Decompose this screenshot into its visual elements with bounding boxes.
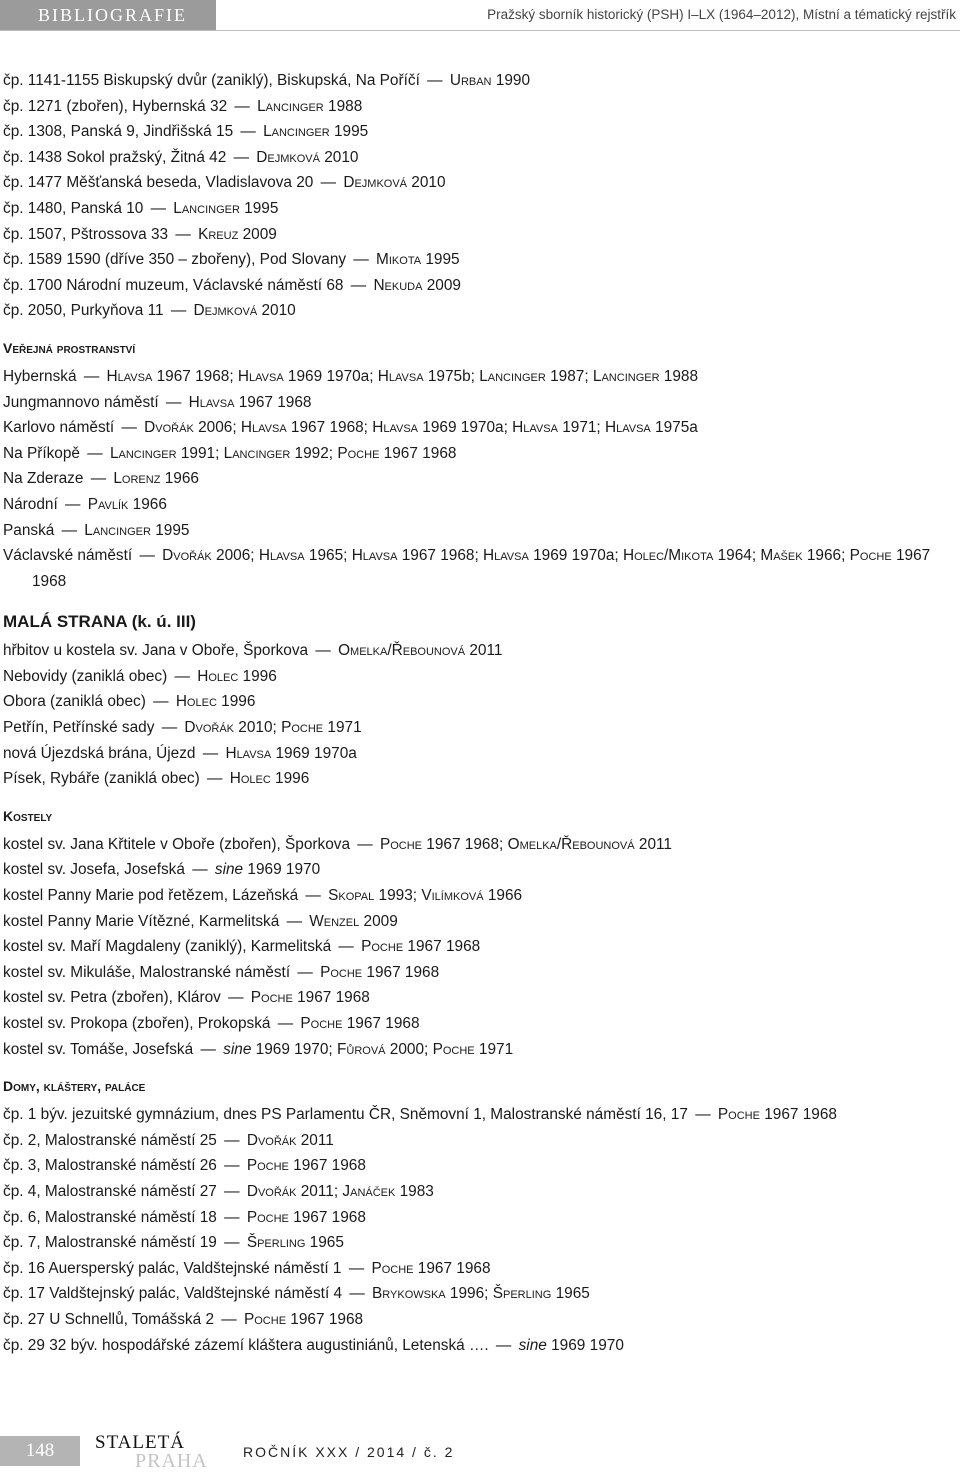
index-entry xyxy=(3,857,958,883)
entry-dash: — xyxy=(282,912,307,930)
entry-dash: — xyxy=(301,887,326,905)
entry-place: kostel sv. Josefa, Josefská xyxy=(3,861,185,879)
entry-dash: — xyxy=(219,1208,244,1226)
index-entry xyxy=(3,68,958,94)
entry-dash: — xyxy=(60,495,85,513)
ref-author: Poche xyxy=(849,547,892,565)
ref-author: Dvořák xyxy=(162,547,212,565)
index-content xyxy=(3,68,958,1358)
ref-year: 2011 xyxy=(296,1131,334,1149)
entry-place: čp. 1480, Panská 10 xyxy=(3,199,144,217)
index-entry xyxy=(3,1179,958,1205)
entry-dash: — xyxy=(345,1285,370,1303)
ref-year: 1966 xyxy=(128,495,167,513)
section-tag: BIBLIOGRAFIE xyxy=(0,0,216,30)
index-entry xyxy=(3,1333,958,1359)
ref-year: 1992; xyxy=(290,444,338,462)
ref-author: Dvořák xyxy=(246,1131,297,1149)
ref-year: 2011 xyxy=(465,642,503,660)
ref-year: 1971; xyxy=(557,419,605,437)
ref-author: Holec xyxy=(197,667,239,685)
entry-place: kostel sv. Maří Magdaleny (zaniklý), Karmelitská xyxy=(3,938,332,956)
entry-dash: — xyxy=(334,938,359,956)
index-entry xyxy=(3,1307,958,1333)
entry-dash: — xyxy=(187,861,212,879)
entry-dash: — xyxy=(690,1106,715,1124)
entry-dash: — xyxy=(219,1157,244,1175)
ref-year: 1967 1968 xyxy=(403,938,481,956)
ref-year: 2010; xyxy=(234,719,282,737)
entry-dash: — xyxy=(170,667,195,685)
entry-place: kostel sv. Prokopa (zbořen), Prokopská xyxy=(3,1015,271,1032)
ref-year: 1969 1970a; xyxy=(528,547,623,565)
entry-place: Obora (zaniklá obec) xyxy=(3,693,146,711)
ref-year: 1996 xyxy=(238,667,277,685)
ref-author: Poche xyxy=(717,1106,760,1124)
ref-author: Wenzel xyxy=(309,912,360,930)
entry-dash: — xyxy=(202,770,227,788)
ref-year: 1996; xyxy=(445,1285,493,1303)
ref-author: Poche xyxy=(379,835,423,853)
ref-author: Hlavsa xyxy=(188,393,235,411)
index-entry xyxy=(3,543,958,594)
entry-place: Na Příkopě xyxy=(3,444,80,462)
entry-place: Jungmannovo náměstí xyxy=(3,393,159,411)
entry-dash: — xyxy=(229,148,254,166)
ref-year: 2009 xyxy=(359,912,398,930)
index-entry xyxy=(3,1230,958,1256)
ref-author: Hlavsa xyxy=(512,419,558,437)
entry-place: Nebovidy (zaniklá obec) xyxy=(3,667,168,685)
ref-year: 1966; xyxy=(802,547,850,565)
ref-author: Poche xyxy=(320,963,363,981)
ref-author: Urban xyxy=(449,72,492,89)
entry-dash: — xyxy=(311,642,336,660)
ref-author: Lancinger xyxy=(592,367,660,385)
index-entry xyxy=(3,247,958,273)
ref-year: 1967 1968 xyxy=(413,1259,491,1277)
ref-author: Janáček xyxy=(342,1182,396,1200)
entry-dash: — xyxy=(83,444,107,462)
entry-place: čp. 7, Malostranské náměstí 19 xyxy=(3,1234,217,1252)
ref-author: Mašek xyxy=(760,547,803,565)
ref-year: 1995 xyxy=(150,521,190,539)
index-entry xyxy=(3,119,958,145)
ref-sine: sine xyxy=(214,861,244,879)
ref-year: 2010 xyxy=(257,302,296,320)
ref-year: 1996 xyxy=(270,770,310,788)
ref-year: 1964; xyxy=(713,547,761,565)
ref-year: 1996 xyxy=(216,693,256,711)
entry-dash: — xyxy=(422,72,447,89)
ref-author: Lancinger xyxy=(263,123,330,141)
index-entry xyxy=(3,1011,958,1037)
entry-place: nová Újezdská brána, Újezd xyxy=(3,744,196,762)
entry-dash: — xyxy=(146,199,171,217)
entry-dash: — xyxy=(196,1040,221,1058)
ref-author: Šperling xyxy=(492,1285,552,1303)
journal-logo xyxy=(95,1432,235,1472)
ref-year: 1995 xyxy=(329,123,369,141)
entry-place: Petřín, Petřínské sady xyxy=(3,719,155,737)
entry-place: čp. 6, Malostranské náměstí 18 xyxy=(3,1208,217,1226)
ref-year: 1967 1968 xyxy=(379,444,457,462)
ref-year: 1967 1968 xyxy=(288,1208,366,1226)
ref-year: 1967 1968 xyxy=(759,1106,837,1124)
entry-place: Národní xyxy=(3,495,58,513)
ref-year: 1969 1970a; xyxy=(283,367,378,385)
index-entry xyxy=(3,741,958,767)
entry-place: čp. 2, Malostranské náměstí 25 xyxy=(3,1131,217,1149)
entry-dash: — xyxy=(344,1259,369,1277)
index-entry xyxy=(3,298,958,324)
entry-place: čp. 16 Auersperský palác, Valdštejnské náměstí 1 xyxy=(3,1259,342,1277)
entry-dash: — xyxy=(157,719,182,737)
ref-author: Skopal xyxy=(328,887,375,905)
ref-year: 1967 1968 xyxy=(234,393,312,411)
index-entry xyxy=(3,664,958,690)
entry-dash: — xyxy=(135,547,160,565)
index-entry xyxy=(3,222,958,248)
entry-dash: — xyxy=(148,693,173,711)
entry-place: Karlovo náměstí xyxy=(3,419,115,437)
ref-author: Omelka/Řebounová xyxy=(338,642,466,660)
ref-year: 1993; xyxy=(374,887,422,905)
ref-author: Hlavsa xyxy=(237,367,284,385)
ref-author: Hlavsa xyxy=(351,547,398,565)
entry-dash: — xyxy=(349,251,374,269)
ref-year: 1983 xyxy=(395,1182,434,1200)
ref-year: 1967 1968 xyxy=(342,1015,420,1032)
entry-place: čp. 27 U Schnellů, Tomášská 2 xyxy=(3,1310,215,1328)
entry-place: čp. 1589 1590 (dříve 350 – zbořeny), Pod Slovany xyxy=(3,251,347,269)
issue-label: ROČNÍK XXX / 2014 / č. 2 xyxy=(243,1444,455,1460)
ref-author: Omelka/Řebounová xyxy=(507,835,635,853)
ref-year: 1988 xyxy=(659,367,699,385)
ref-author: Lancinger xyxy=(223,444,291,462)
ref-author: Dvořák xyxy=(184,719,235,737)
entry-place: čp. 3, Malostranské náměstí 26 xyxy=(3,1157,217,1175)
entry-place: čp. 1700 Národní muzeum, Václavské náměstí 68 xyxy=(3,276,344,294)
index-entry xyxy=(3,170,958,196)
index-entry xyxy=(3,492,958,518)
index-entry xyxy=(3,1205,958,1231)
index-entry xyxy=(3,145,958,171)
entry-dash: — xyxy=(198,744,223,762)
entry-dash: — xyxy=(491,1336,516,1354)
entry-place: čp. 2050, Purkyňova 11 xyxy=(3,302,164,320)
ref-year: 1965; xyxy=(304,547,352,565)
entry-place: kostel Panny Marie pod řetězem, Lázeňská xyxy=(3,887,299,905)
ref-author: Hlavsa xyxy=(225,744,272,762)
entry-dash: — xyxy=(219,1131,244,1149)
entry-dash: — xyxy=(353,835,377,853)
ref-year: 1969 1970a xyxy=(271,744,357,762)
entry-dash: — xyxy=(57,521,82,539)
ref-year: 1967 1968 xyxy=(292,989,370,1007)
ref-year: 1967 1968 xyxy=(288,1157,366,1175)
entry-place: čp. 1507, Pštrossova 33 xyxy=(3,225,169,243)
index-entry xyxy=(3,273,958,299)
ref-author: Holec/Mikota xyxy=(622,547,714,565)
index-entry xyxy=(3,1256,958,1282)
ref-author: Poche xyxy=(300,1015,343,1032)
ref-year: 1971 xyxy=(323,719,362,737)
ref-author: Nekuda xyxy=(373,276,423,294)
ref-year: 1967 1968 xyxy=(286,1310,364,1328)
ref-year: 2009 xyxy=(422,276,461,294)
index-entry xyxy=(3,518,958,544)
ref-author: Holec xyxy=(175,693,217,711)
running-title: Pražský sborník historický (PSH) I–LX (1964–2012), Místní a tématický rejstřík xyxy=(487,7,956,22)
ref-year: 2000; xyxy=(385,1040,433,1058)
index-entry xyxy=(3,715,958,741)
section-heading: Veřejná prostranství xyxy=(3,339,136,356)
entry-place: čp. 1477 Měšťanská beseda, Vladislavova 20 xyxy=(3,174,314,192)
ref-year: 1987; xyxy=(545,367,593,385)
ref-author: Mikota xyxy=(376,251,422,269)
ref-year: 1969 1970; xyxy=(251,1040,337,1058)
index-entry xyxy=(3,985,958,1011)
ref-sine: sine xyxy=(223,1040,252,1058)
ref-author: Poche xyxy=(371,1259,414,1277)
ref-author: Poche xyxy=(246,1157,289,1175)
section-heading: Kostely xyxy=(3,807,53,824)
ref-author: Kreuz xyxy=(198,225,239,243)
ref-year: 1965 xyxy=(551,1285,590,1303)
entry-place: Hybernská xyxy=(3,367,77,385)
ref-year: 2009 xyxy=(238,225,277,243)
entry-dash: — xyxy=(316,174,341,192)
ref-year: 1967 1968; xyxy=(397,547,484,565)
entry-place: Václavské náměstí xyxy=(3,547,133,565)
entry-dash: — xyxy=(117,419,142,437)
index-entry xyxy=(3,1281,958,1307)
ref-author: Brykowska xyxy=(372,1285,446,1303)
ref-year: 1995 xyxy=(239,199,279,217)
ref-year: 1967 1968; xyxy=(152,367,238,385)
ref-author: Hlavsa xyxy=(258,547,305,565)
ref-year: 1969 1970 xyxy=(243,861,321,879)
ref-year: 1975a xyxy=(650,419,698,437)
index-entry xyxy=(3,466,958,492)
ref-author: Lorenz xyxy=(113,470,161,488)
ref-author: Lancinger xyxy=(109,444,177,462)
index-entry xyxy=(3,909,958,935)
ref-year: 2010 xyxy=(407,174,446,192)
entry-dash: — xyxy=(86,470,111,488)
ref-year: 2011 xyxy=(634,835,672,853)
ref-author: Fůrová xyxy=(336,1040,386,1058)
logo-line1: STALETÁ xyxy=(95,1432,185,1453)
index-entry xyxy=(3,1037,958,1063)
entry-place: čp. 29 32 býv. hospodářské zázemí kláštera augustiniánů, Letenská …. xyxy=(3,1336,489,1354)
ref-author: Dejmková xyxy=(256,148,320,166)
ref-author: Šperling xyxy=(246,1234,306,1252)
ref-year: 1990 xyxy=(491,72,531,89)
entry-dash: — xyxy=(171,225,196,243)
ref-year: 1975b; xyxy=(423,367,480,385)
ref-year: 1966 xyxy=(160,470,199,488)
entry-place: Písek, Rybáře (zaniklá obec) xyxy=(3,770,200,788)
logo-line2: PRAHA xyxy=(135,1450,208,1472)
entry-place: kostel sv. Mikuláše, Malostranské náměstí xyxy=(3,963,291,981)
ref-author: Lancinger xyxy=(173,199,240,217)
entry-dash: — xyxy=(236,123,261,141)
index-entry xyxy=(3,441,958,467)
entry-place: hřbitov u kostela sv. Jana v Oboře, Šporkova xyxy=(3,642,309,660)
index-entry xyxy=(3,766,958,792)
ref-year: 1991; xyxy=(176,444,224,462)
ref-year: 1988 xyxy=(323,97,363,115)
ref-year: 1967 1968; xyxy=(422,835,508,853)
ref-author: Poche xyxy=(250,989,293,1007)
entry-dash: — xyxy=(230,97,255,115)
ref-year: 1969 1970 xyxy=(546,1336,624,1354)
ref-author: Dvořák xyxy=(246,1182,297,1200)
entry-dash: — xyxy=(223,989,248,1007)
ref-author: Poche xyxy=(243,1310,287,1328)
ref-author: Lancinger xyxy=(479,367,546,385)
page-number: 148 xyxy=(0,1436,80,1466)
ref-author: Poche xyxy=(337,444,380,462)
index-entry xyxy=(3,1102,958,1128)
entry-dash: — xyxy=(217,1310,241,1328)
ref-author: Dejmková xyxy=(343,174,408,192)
index-entry xyxy=(3,94,958,120)
district-heading: MALÁ STRANA (k. ú. III) xyxy=(3,612,196,632)
ref-author: Poche xyxy=(361,938,404,956)
ref-author: Poche xyxy=(246,1208,289,1226)
index-entry xyxy=(3,832,958,858)
ref-year: 1967 1968; xyxy=(286,419,373,437)
ref-year: 1967 1968 xyxy=(32,547,931,590)
ref-author: Hlavsa xyxy=(106,367,153,385)
ref-author: Holec xyxy=(229,770,271,788)
entry-place: čp. 1438 Sokol pražský, Žitná 42 xyxy=(3,148,227,166)
ref-year: 1969 1970a; xyxy=(418,419,513,437)
index-entry xyxy=(3,960,958,986)
ref-author: Poche xyxy=(281,719,324,737)
section-heading: Domy, kláštery, paláce xyxy=(3,1078,146,1095)
entry-place: kostel sv. Jana Křtitele v Oboře (zbořen), Šporkova xyxy=(3,835,351,853)
index-entry xyxy=(3,196,958,222)
entry-place: kostel sv. Tomáše, Josefská xyxy=(3,1040,194,1058)
entry-place: čp. 1 býv. jezuitské gymnázium, dnes PS Parlamentu ČR, Sněmovní 1, Malostranské náměstí 16, 17 xyxy=(3,1106,688,1124)
ref-author: Poche xyxy=(432,1040,475,1058)
ref-sine: sine xyxy=(518,1336,547,1354)
ref-author: Hlavsa xyxy=(372,419,419,437)
entry-place: čp. 17 Valdštejnský palác, Valdštejnské náměstí 4 xyxy=(3,1285,343,1303)
entry-place: čp. 1141-1155 Biskupský dvůr (zaniklý), Biskupská, Na Poříčí xyxy=(3,72,420,89)
index-entry xyxy=(3,1128,958,1154)
entry-dash: — xyxy=(219,1182,244,1200)
ref-author: Vilímková xyxy=(421,887,484,905)
entry-place: kostel Panny Marie Vítězné, Karmelitská xyxy=(3,912,280,930)
index-entry xyxy=(3,934,958,960)
entry-dash: — xyxy=(346,276,371,294)
ref-year: 2006; xyxy=(193,419,241,437)
ref-year: 2011; xyxy=(296,1182,343,1200)
ref-author: Dvořák xyxy=(144,419,194,437)
ref-author: Lancinger xyxy=(257,97,324,115)
entry-place: kostel sv. Petra (zbořen), Klárov xyxy=(3,989,221,1007)
ref-year: 1967 1968 xyxy=(362,963,440,981)
ref-year: 2010 xyxy=(319,148,359,166)
entry-dash: — xyxy=(273,1015,298,1032)
ref-year: 1966 xyxy=(483,887,523,905)
entry-place: čp. 1308, Panská 9, Jindřišská 15 xyxy=(3,123,234,141)
entry-dash: — xyxy=(219,1234,244,1252)
entry-place: Na Zderaze xyxy=(3,470,84,488)
index-entry xyxy=(3,364,958,390)
entry-place: čp. 1271 (zbořen), Hybernská 32 xyxy=(3,97,228,115)
index-entry xyxy=(3,1153,958,1179)
entry-place: čp. 4, Malostranské náměstí 27 xyxy=(3,1182,217,1200)
index-entry xyxy=(3,638,958,664)
ref-author: Hlavsa xyxy=(377,367,424,385)
entry-dash: — xyxy=(79,367,104,385)
ref-author: Dejmková xyxy=(193,302,258,320)
ref-year: 2006; xyxy=(211,547,259,565)
ref-author: Hlavsa xyxy=(605,419,651,437)
entry-dash: — xyxy=(161,393,186,411)
index-entry xyxy=(3,415,958,441)
ref-author: Hlavsa xyxy=(240,419,287,437)
ref-author: Lancinger xyxy=(84,521,151,539)
index-entry xyxy=(3,883,958,909)
index-entry xyxy=(3,689,958,715)
ref-author: Hlavsa xyxy=(483,547,529,565)
index-entry xyxy=(3,390,958,416)
ref-year: 1995 xyxy=(421,251,460,269)
ref-author: Pavlík xyxy=(87,495,129,513)
entry-dash: — xyxy=(166,302,191,320)
entry-place: Panská xyxy=(3,521,55,539)
entry-dash: — xyxy=(293,963,318,981)
ref-year: 1971 xyxy=(474,1040,514,1058)
page-header xyxy=(0,0,960,31)
ref-year: 1965 xyxy=(305,1234,344,1252)
